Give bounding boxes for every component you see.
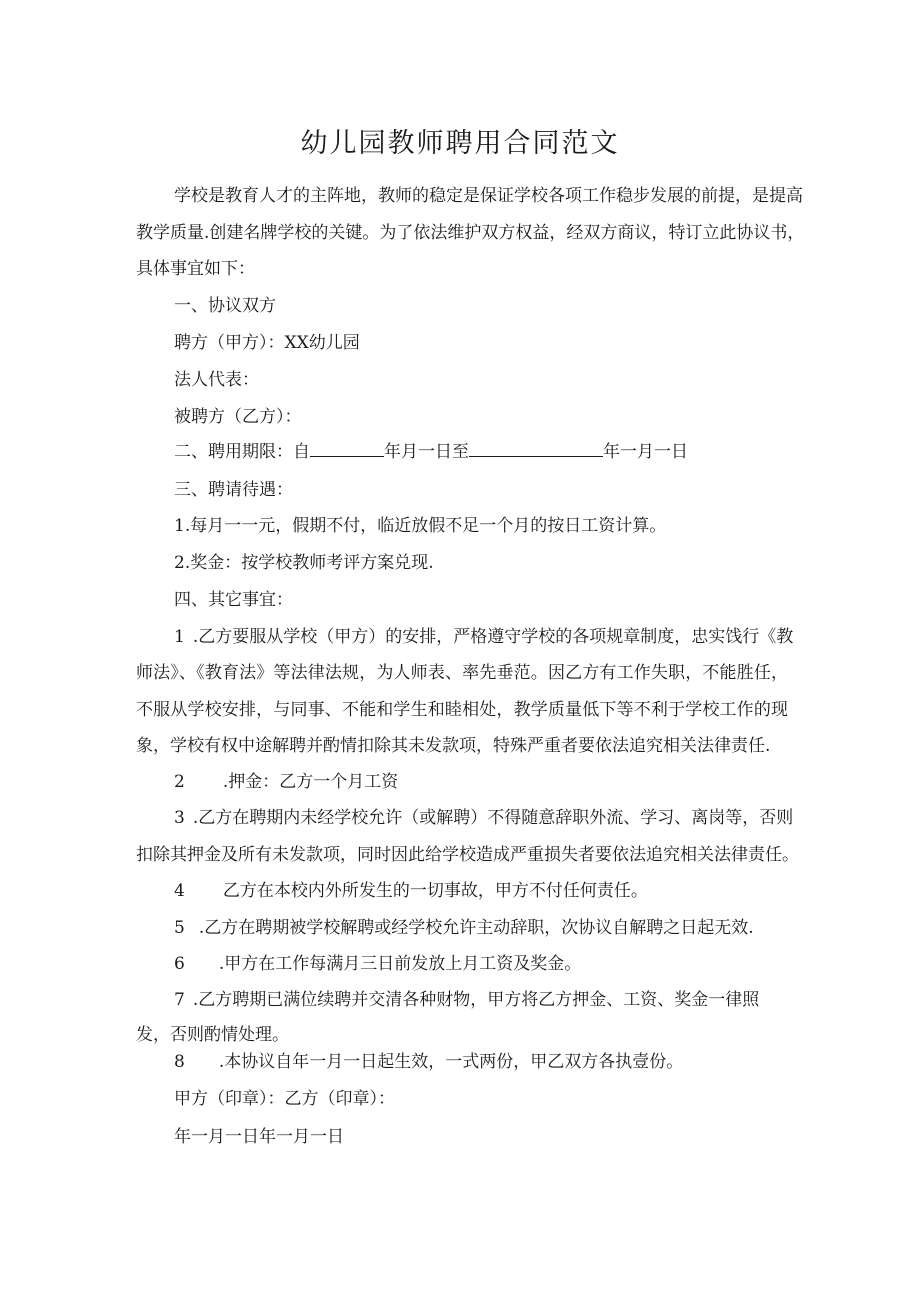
item2-line (174, 770, 398, 794)
item5-number: 5 (174, 918, 185, 938)
item2-text: .押金：乙方一个月工资 (222, 772, 399, 792)
item5-line (174, 916, 754, 940)
employee-line: 被聘方（乙方）： (174, 407, 302, 427)
term-end-blank (469, 440, 603, 457)
bonus-item: 2.奖金：按学校教师考评方案兑现. (174, 553, 434, 573)
salary-item: 1.每月一一元，假期不付，临近放假不足一个月的按日工资计算。 (174, 516, 667, 536)
item6-number: 6 (174, 954, 185, 974)
legal-rep-line: 法人代表： (174, 370, 259, 390)
item1-number: 1 (174, 627, 185, 647)
item4-line (174, 879, 648, 903)
intro-line-3: 具体事宜如下： (136, 259, 255, 279)
item3-text-1: .乙方在聘期内未经学校允许（或解聘）不得随意辞职外流、学习、离岗等，否则 (192, 808, 794, 828)
item8-line (174, 1050, 683, 1074)
item8-text: .本协议自年一月一日起生效，一式两份，甲乙双方各执壹份。 (218, 1052, 684, 1072)
document-title: 幼儿园教师聘用合同范文 (300, 128, 620, 159)
item1-line-1 (174, 625, 794, 649)
term-line (174, 440, 688, 464)
date-line: 年一月一日年一月一日 (174, 1127, 344, 1147)
item1-line-2: 师法》、《教育法》等法律法规，为人师表、率先垂范。因乙方有工作失职，不能胜任， (136, 663, 788, 683)
intro-line-2: 教学质量.创建名牌学校的关键。为了依法维护双方权益，经双方商议，特订立此协议书， (136, 223, 805, 243)
item3-number: 3 (174, 808, 185, 828)
item7-line-2: 发，否则酌情处理。 (136, 1025, 289, 1045)
item1-line-3: 不服从学校安排，与同事、不能和学生和睦相处，教学质量低下等不利于学校工作的现 (136, 700, 788, 720)
item1-line-4: 象，学校有权中途解聘并酌情扣除其未发款项，特殊严重者要依法追究相关法律责任. (136, 736, 771, 756)
item6-line (174, 952, 581, 976)
item8-number: 8 (174, 1052, 185, 1072)
item4-text: 乙方在本校内外所发生的一切事故，甲方不付任何责任。 (222, 881, 648, 901)
section4-heading: 四、其它事宜： (174, 590, 293, 610)
intro-line-1: 学校是教育人才的主阵地，教师的稳定是保证学校各项工作稳步发展的前提，是提高 (174, 186, 803, 206)
section1-heading: 一、协议双方 (174, 296, 276, 316)
item2-number: 2 (174, 772, 185, 792)
item7-line-1 (174, 988, 759, 1012)
term-start-blank (310, 440, 384, 457)
item3-line-2: 扣除其押金及所有未发款项，同时因此给学校造成严重损失者要依法追究相关法律责任。 (136, 845, 799, 865)
section3-heading: 三、聘请待遇： (174, 480, 293, 500)
term-prefix: 二、聘用期限：自 (174, 442, 310, 462)
item3-line-1 (174, 806, 794, 830)
item6-text: .甲方在工作每满月三日前发放上月工资及奖金。 (218, 954, 582, 974)
item4-number: 4 (174, 881, 185, 901)
term-mid: 年月一日至 (384, 442, 469, 462)
term-suffix: 年一月一日 (603, 442, 688, 462)
item5-text: .乙方在聘期被学校解聘或经学校允许主动辞职，次协议自解聘之日起无效. (198, 918, 754, 938)
item7-text-1: .乙方聘期已满位续聘并交清各种财物，甲方将乙方押金、工资、奖金一律照 (192, 990, 760, 1010)
item1-text-1: .乙方要服从学校（甲方）的安排，严格遵守学校的各项规章制度，忠实饯行《教 (192, 627, 794, 647)
employer-line: 聘方（甲方）：XX幼儿园 (174, 333, 360, 353)
signature-line: 甲方（印章）：乙方（印章）： (174, 1089, 395, 1109)
item7-number: 7 (174, 990, 185, 1010)
